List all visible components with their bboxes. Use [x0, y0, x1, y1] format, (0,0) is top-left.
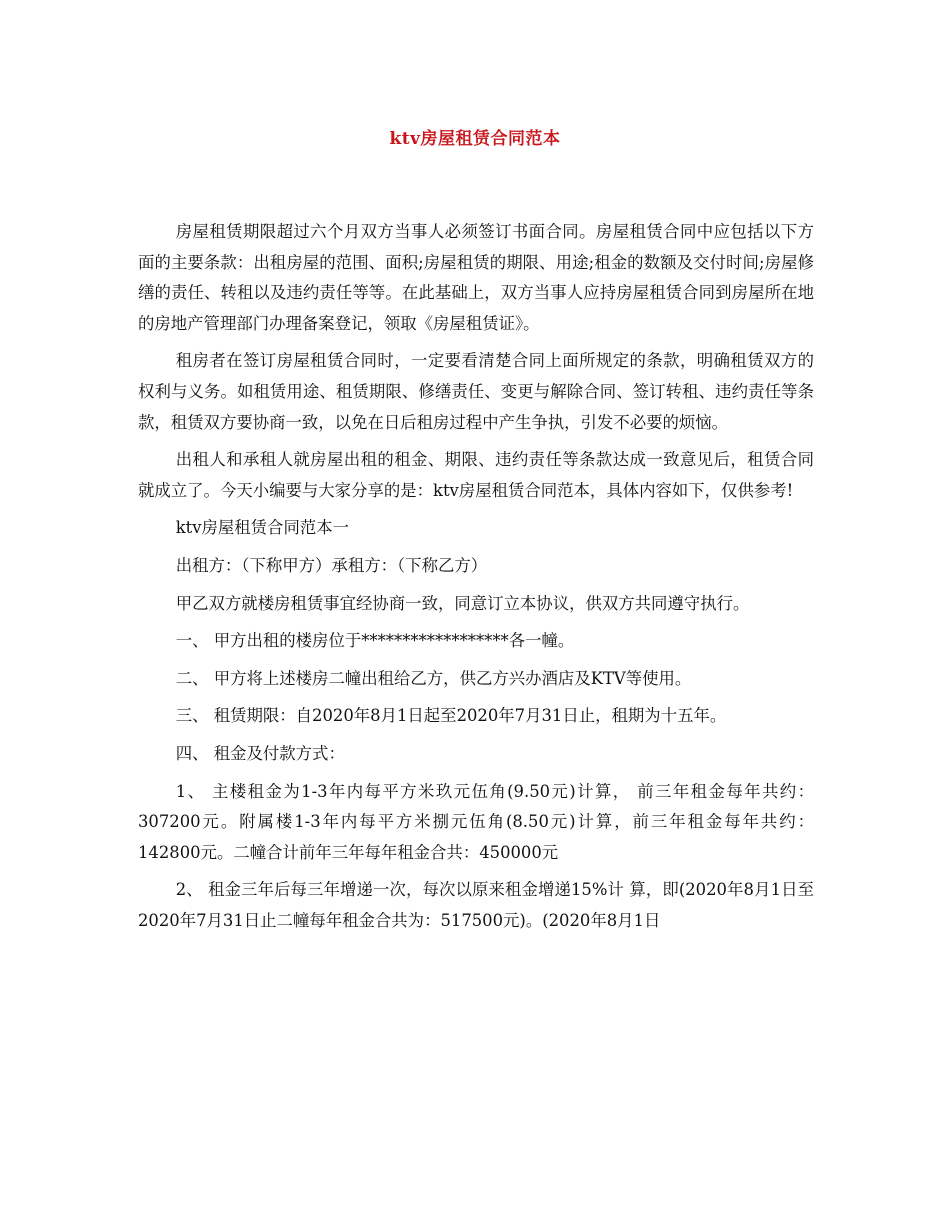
document-title: ktv房屋租赁合同范本	[389, 129, 561, 149]
paragraph-parties: 出租方：（下称甲方）承租方：（下称乙方）	[175, 555, 488, 575]
clause-4-2-rent-increase: 2、 租金三年后每三年增递一次，每次以原来租金增递15%计 算，即(2020年8月1日至2020年7月31日止二幢每年租金合共为：517500元)。(2020年8月1日	[138, 880, 814, 930]
paragraph-intro: 房屋租赁期限超过六个月双方当事人必须签订书面合同。房屋租赁合同中应包括以下方面的主要条款：出租房屋的范围、面积;房屋租赁的期限、用途;租金的数额及交付时间;房屋修缮的责任、转租以及违约责任等等。在此基础上，双方当事人应持房屋租赁合同到房屋所在地的房地产管理部门办理备案登记，领取《房屋租赁证》。	[138, 222, 814, 333]
document-body	[138, 217, 814, 936]
clause-2-usage: 二、 甲方将上述楼房二幢出租给乙方，供乙方兴办酒店及KTV等使用。	[175, 668, 692, 688]
clause-4-1-rent-amount: 1、 主楼租金为1-3年内每平方米玖元伍角(9.50元)计算， 前三年租金每年共约：307200元。附属楼1-3年内每平方米捌元伍角(8.50元)计算，前三年租金每年共约：142800元。二幢合计前年三年每年租金合共：450000元	[138, 781, 814, 862]
paragraph-agreement: 甲乙双方就楼房租赁事宜经协商一致，同意订立本协议，供双方共同遵守执行。	[175, 593, 750, 613]
paragraph-contract-formed: 出租人和承租人就房屋出租的租金、期限、违约责任等条款达成一致意见后，租赁合同就成立了。今天小编要与大家分享的是：ktv房屋租赁合同范本，具体内容如下，仅供参考!	[138, 450, 814, 500]
paragraph-sample-heading: ktv房屋租赁合同范本一	[175, 518, 350, 538]
clause-3-term: 三、 租赁期限：自2020年8月1日起至2020年7月31日止，租期为十五年。	[175, 706, 727, 726]
clause-4-rent-heading: 四、 租金及付款方式：	[175, 743, 345, 763]
clause-1-location: 一、 甲方出租的楼房位于******************各一幢。	[175, 631, 575, 651]
paragraph-tenant-advice: 租房者在签订房屋租赁合同时，一定要看清楚合同上面所规定的条款，明确租赁双方的权利与义务。如租赁用途、租赁期限、修缮责任、变更与解除合同、签订转租、违约责任等条款，租赁双方要协商一致，以免在日后租房过程中产生争执，引发不必要的烦恼。	[138, 351, 814, 432]
